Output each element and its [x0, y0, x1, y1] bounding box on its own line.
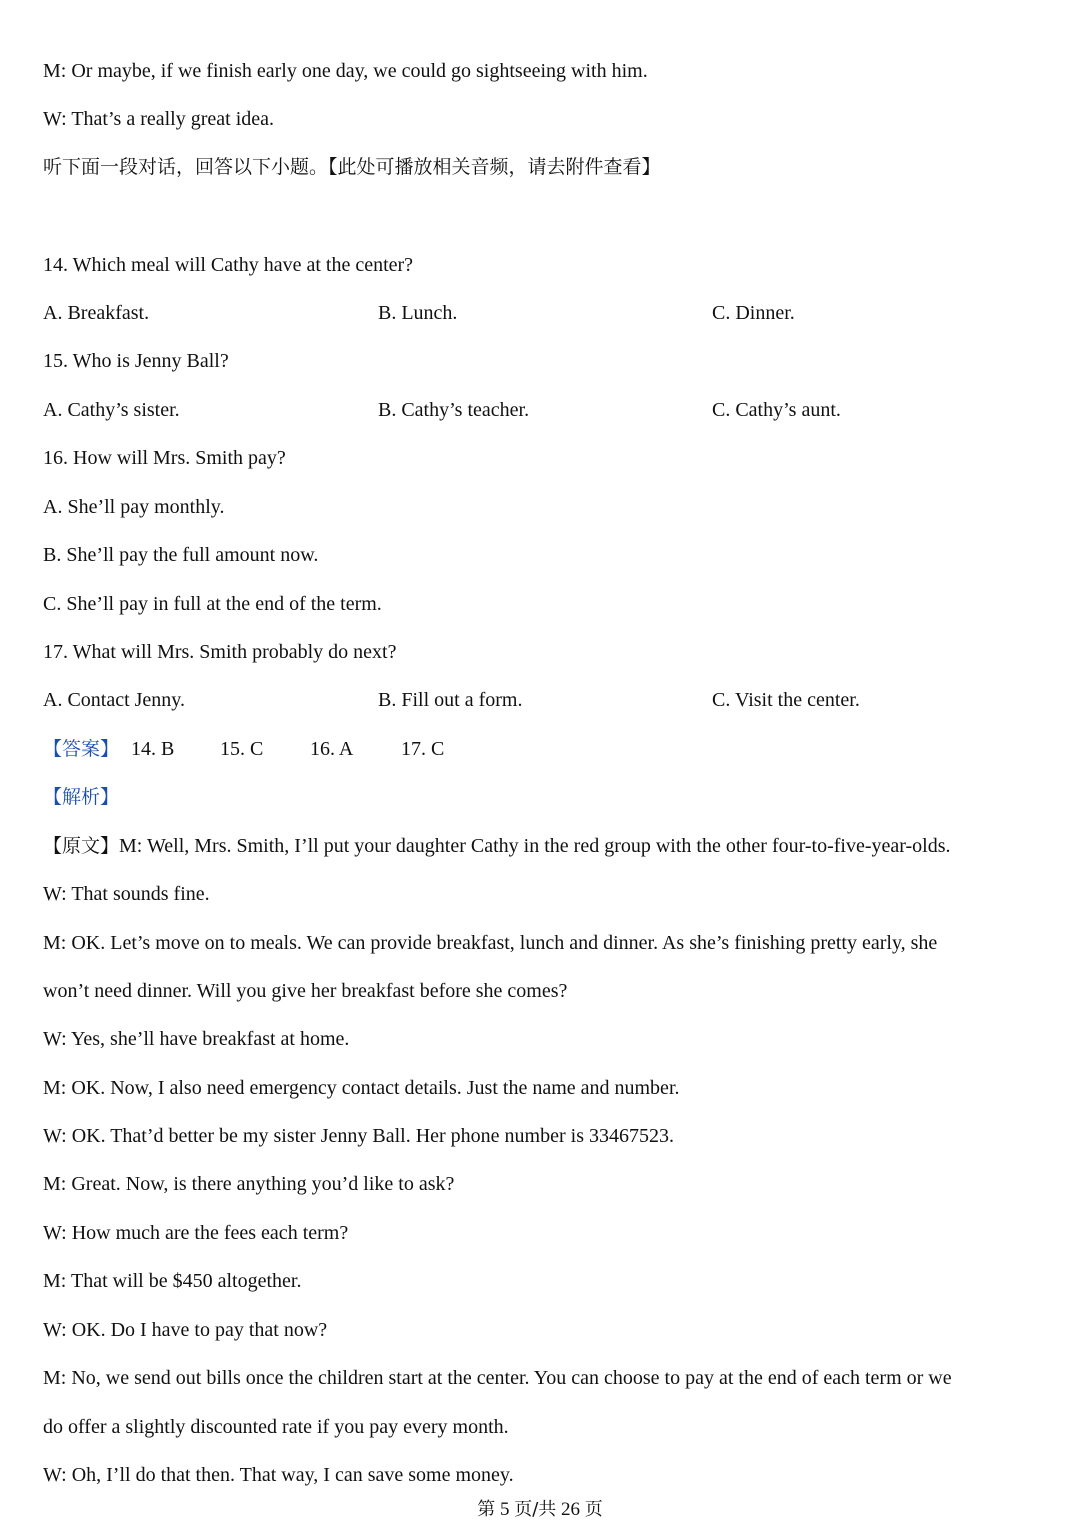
listen-instruction: 听下面一段对话，回答以下小题。【此处可播放相关音频，请去附件查看】	[43, 156, 661, 178]
transcript-line: W: Oh, I’ll do that then. That way, I can save some money.	[43, 1464, 514, 1486]
original-text: M: Well, Mrs. Smith, I’ll put your daughter Cathy in the red group with the other four-to-five-year-olds.	[119, 835, 951, 857]
transcript-line: M: OK. Now, I also need emergency contact details. Just the name and number.	[43, 1077, 680, 1099]
answer-item: 17. C	[401, 738, 445, 760]
option-a: A. Breakfast.	[43, 302, 150, 324]
option-c: C. Cathy’s aunt.	[712, 399, 841, 421]
analysis-label: 【解析】	[43, 786, 120, 808]
footer-total-pages: 26	[561, 1499, 581, 1520]
option-b: B. She’ll pay the full amount now.	[43, 544, 319, 566]
footer-prefix: 第	[477, 1499, 496, 1520]
options-row-14	[43, 301, 1043, 325]
transcript-line: W: How much are the fees each term?	[43, 1222, 349, 1244]
dialogue-line: M: Or maybe, if we finish early one day, we could go sightseeing with him.	[43, 60, 648, 82]
option-a: A. Contact Jenny.	[43, 689, 186, 711]
answer-row	[43, 737, 743, 761]
option-a: A. She’ll pay monthly.	[43, 496, 225, 518]
transcript-line: do offer a slightly discounted rate if you pay every month.	[43, 1416, 509, 1438]
transcript-line: won’t need dinner. Will you give her breakfast before she comes?	[43, 980, 568, 1002]
option-c: C. She’ll pay in full at the end of the term.	[43, 593, 382, 615]
option-b: B. Lunch.	[378, 302, 458, 324]
option-b: B. Fill out a form.	[378, 689, 523, 711]
question-15: 15. Who is Jenny Ball?	[43, 350, 229, 372]
option-c: C. Dinner.	[712, 302, 795, 324]
options-row-15	[43, 398, 1043, 422]
transcript-line: W: Yes, she’ll have breakfast at home.	[43, 1028, 350, 1050]
option-a: A. Cathy’s sister.	[43, 399, 180, 421]
options-row-17	[43, 688, 1043, 712]
transcript-line: M: That will be $450 altogether.	[43, 1270, 302, 1292]
question-16: 16. How will Mrs. Smith pay?	[43, 447, 286, 469]
answer-label: 【答案】	[43, 738, 120, 760]
transcript-line: M: Great. Now, is there anything you’d like to ask?	[43, 1173, 455, 1195]
question-17: 17. What will Mrs. Smith probably do next?	[43, 641, 397, 663]
question-14: 14. Which meal will Cathy have at the center?	[43, 254, 414, 276]
footer-suffix: 页	[584, 1499, 603, 1520]
option-c: C. Visit the center.	[712, 689, 860, 711]
transcript-line: M: OK. Let’s move on to meals. We can provide breakfast, lunch and dinner. As she’s finishing pretty early, she	[43, 932, 938, 954]
dialogue-line: W: That’s a really great idea.	[43, 108, 275, 130]
answer-item: 14. B	[131, 738, 175, 760]
footer-page-number: 5	[499, 1499, 510, 1520]
transcript-line: W: OK. Do I have to pay that now?	[43, 1319, 328, 1341]
transcript-line: W: That sounds fine.	[43, 883, 210, 905]
original-first-line	[43, 834, 951, 858]
transcript-line: M: No, we send out bills once the children start at the center. You can choose to pay at the end of each term or we	[43, 1367, 952, 1389]
answer-item: 15. C	[220, 738, 264, 760]
footer-mid: 页/共	[514, 1499, 557, 1520]
option-b: B. Cathy’s teacher.	[378, 399, 530, 421]
page-footer	[0, 1498, 1080, 1522]
answer-item: 16. A	[310, 738, 354, 760]
transcript-line: W: OK. That’d better be my sister Jenny Ball. Her phone number is 33467523.	[43, 1125, 674, 1147]
original-label: 【原文】	[43, 835, 120, 857]
